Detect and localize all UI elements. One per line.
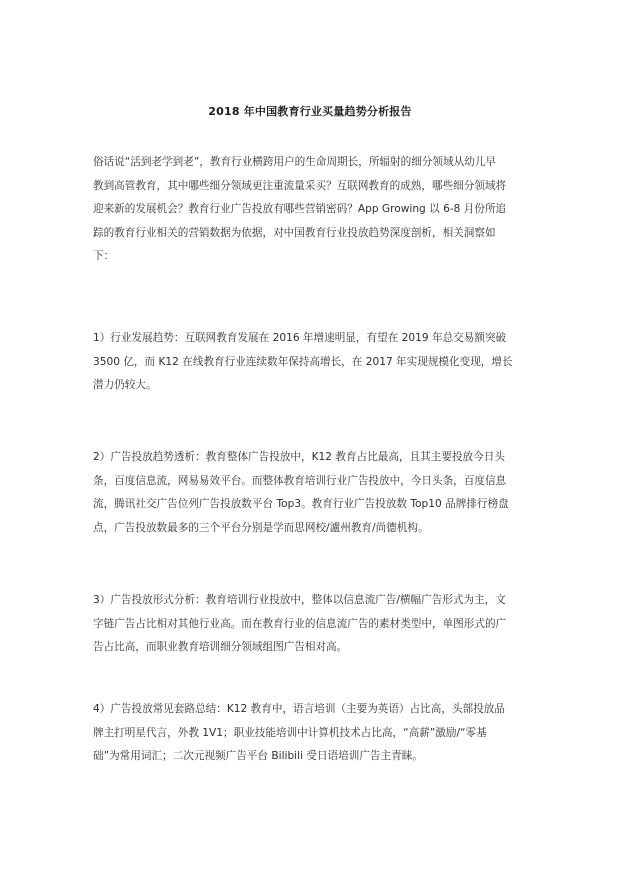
paragraph-line: 迎来新的发展机会？教育行业广告投放有哪些营销密码？App Growing 以 6-8 月份所追 <box>93 203 507 215</box>
section-ad-tactics <box>93 698 531 769</box>
paragraph-line: 3）广告投放形式分析：教育培训行业投放中，整体以信息流广告/横幅广告形式为主，文 <box>93 594 506 606</box>
paragraph-line: 础”为常用词汇；二次元视频广告平台 Bilibili 受日语培训广告主青睐。 <box>93 750 423 762</box>
paragraph-line: 牌主打明星代言，外教 1V1；职业技能培训中计算机技术占比高，“高薪”激励/“零基 <box>93 726 487 739</box>
section-industry-trend <box>93 327 531 398</box>
paragraph-line: 字链广告占比相对其他行业高。而在教育行业的信息流广告的素材类型中，单图形式的广 <box>93 617 507 630</box>
paragraph-line: 流，腾讯社交广告位列广告投放数平台 Top3。教育行业广告投放数 Top10 品牌排行榜盘 <box>93 498 509 510</box>
paragraph-line: 1）行业发展趋势：互联网教育发展在 2016 年增速明显，有望在 2019 年总交易额突破 <box>93 332 507 344</box>
paragraph-line: 3500 亿，而 K12 在线教育行业连续数年保持高增长，在 2017 年实现规模化变现，增长 <box>93 355 513 368</box>
paragraph-line: 教到高管教育，其中哪些细分领域更注重流量采买？互联网教育的成熟，哪些细分领域将 <box>93 179 507 192</box>
intro-paragraph <box>93 151 531 269</box>
paragraph-line: 俗话说“活到老学到老”，教育行业横跨用户的生命周期长，所辐射的细分领域从幼儿早 <box>93 156 496 168</box>
paragraph-line: 点，广告投放数最多的三个平台分别是学而思网校/瀘州教育/尚德机构。 <box>93 521 429 534</box>
paragraph-line: 2）广告投放趋势透析：教育整体广告投放中，K12 教育占比最高，且其主要投放今日头 <box>93 451 505 463</box>
paragraph-line: 条，百度信息流，网易易效平台。而整体教育培训行业广告投放中，今日头条，百度信息 <box>93 474 507 487</box>
section-ad-format <box>93 589 531 660</box>
section-ad-trend <box>93 446 531 540</box>
paragraph-line: 下： <box>93 250 115 262</box>
paragraph-line: 告占比高，而职业教育培训细分领域组图广告相对高。 <box>93 641 348 653</box>
paragraph-line: 踪的教育行业相关的营销数据为依据，对中国教育行业投放趋势深度剖析，相关洞察如 <box>93 226 496 239</box>
paragraph-line: 潜力仍较大。 <box>93 379 157 391</box>
document-title: 2018 年中国教育行业买量趋势分析报告 <box>208 105 412 118</box>
paragraph-line: 4）广告投放常见套路总结：K12 教育中，语言培训（主要为英语）占比高，头部投放品 <box>93 703 505 715</box>
